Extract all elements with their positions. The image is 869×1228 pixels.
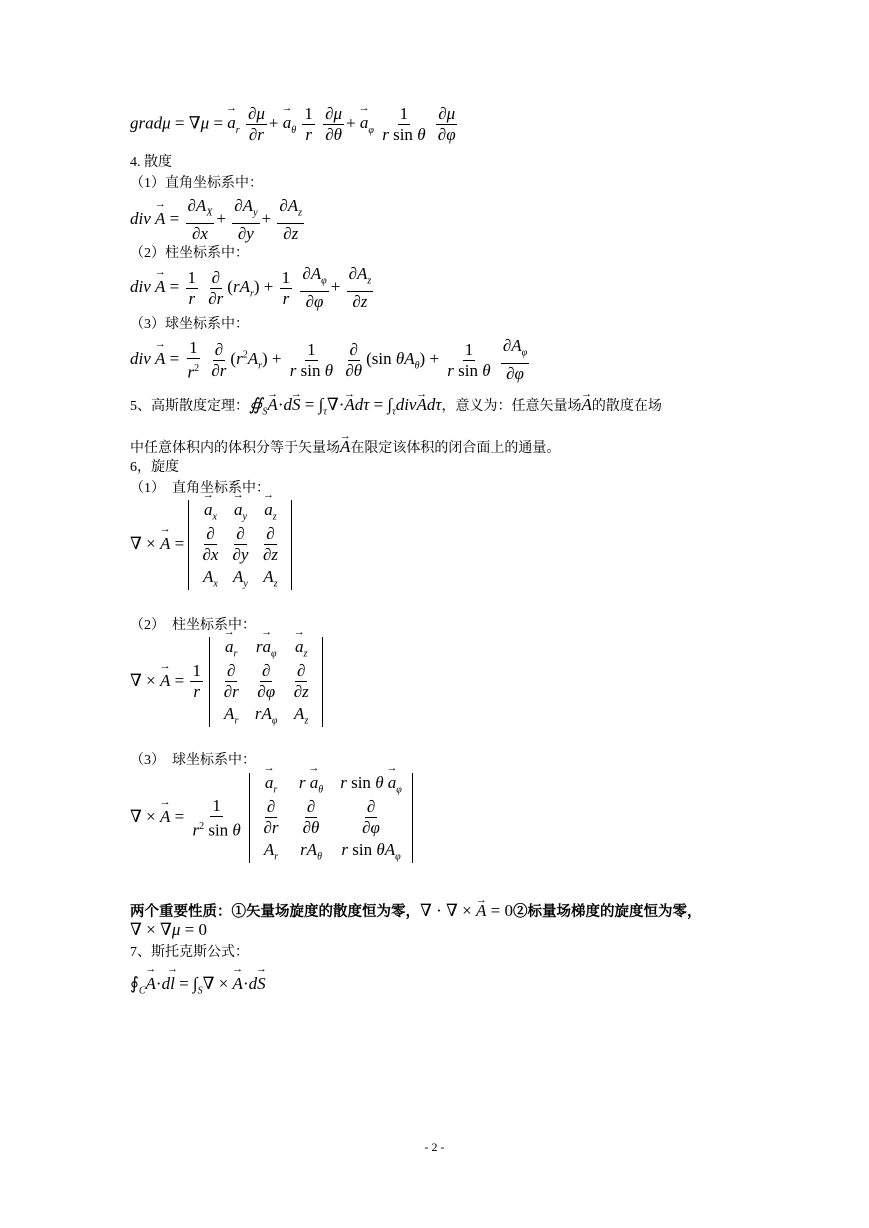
vector-a-symbol-2: → A: [340, 438, 350, 456]
formula-div-spherical: div → A = $\frac{1}{r^2}$ $\frac{\partial}{\partial r}$ $(r^2A_r)$ + $\frac{1}{\text{r sin θ}}$ $\frac{\partial}{\partial\theta}$ (sin $\theta A_\theta$) + $\frac{1}{\text{r sin θ}}$ $\frac{\partial A_\varphi}{\partial\varphi}$: [130, 336, 531, 384]
vector-a-symbol: → A: [581, 396, 591, 414]
formula-curl-grad-zero: ∇ × ∇μ = 0: [130, 920, 207, 939]
important-properties-line: [130, 902, 701, 921]
subheading-cartesian-curl: （1） 直角坐标系中：: [130, 481, 270, 496]
formula-div-curl-zero: ∇ · ∇ × → A = 0: [420, 901, 513, 920]
formula-gauss: $∯_S\to A\cdot d\to S = \int_\tau\nabla\cdot\to Ad\tau = \int_\tau div\to Ad\tau$: [249, 395, 441, 414]
gauss-meaning-text-d: 在限定该体积的闭合面上的通量。: [350, 441, 561, 456]
subheading-cartesian-div: （1）直角坐标系中：: [130, 176, 263, 191]
subheading-cylindrical-div: （2）柱坐标系中：: [130, 246, 249, 261]
formula-stokes: $∮_C\to A\cdot d\to l = \int_S\nabla$ × → A·d→ S: [130, 974, 266, 996]
gauss-meaning-line-2: [130, 438, 560, 458]
subheading-spherical-div: （3）球坐标系中：: [130, 317, 249, 332]
formula-curl-cartesian: ∇ × → A = → $a_x$ → $a_y$ → $a_z$ $\frac{\partial}{\partial x}$ $\frac{\partial}{\partial y}$ $\frac{\partial}{\partial z}$ $A_x$ $A_y$ $A_z$: [130, 500, 292, 590]
formula-div-cartesian: div → A = $\frac{\partial A_X}{\partial x}$ + $\frac{\partial A_y}{\partial y}$ + $\frac{\partial A_z}{\partial z}$: [130, 196, 306, 244]
formula-curl-cylindrical: ∇ × → A = $\frac{1}{r}$ → $a_r$ $r\to a_\varphi$ → $a_z$ $\frac{\partial}{\partial r}$ $\frac{\partial}{\partial\varphi}$ $\frac{\partial}{\partial z}$ $A_r$ $rA_\varphi$ $A_z$: [130, 637, 323, 727]
property-1-text: 两个重要性质：①矢量场旋度的散度恒为零，: [130, 904, 420, 920]
gauss-theorem-line: [130, 396, 662, 421]
subheading-cylindrical-curl: （2） 柱坐标系中：: [130, 618, 256, 633]
gauss-meaning-text-a: ，意义为：任意矢量场: [441, 399, 582, 414]
heading-curl: 6，旋度: [130, 460, 179, 475]
gauss-intro-text: 5、高斯散度定理：: [130, 399, 249, 414]
formula-div-cylindrical: div → A = $\frac{1}{r}$ $\frac{\partial}{\partial r}$ $(rA_r)$ + $\frac{1}{r}$ $\frac{\partial A_\varphi}{\partial\varphi}$ + $\frac{\partial A_z}{\partial z}$: [130, 264, 375, 312]
gauss-meaning-text-c: 中任意体积内的体积分等于矢量场: [130, 441, 340, 456]
formula-grad-spherical: gradμ = ∇μ = → $a_r$ $\frac{\partial\mu}{\partial r}$ + → $a_\theta$ $\frac{1}{r}$ $\frac{\partial\mu}{\partial\theta}$ + → $a_\varphi$ $\frac{1}{\text{r sin θ}}$ $\frac{\partial\mu}{\partial\varphi}$: [130, 104, 460, 145]
heading-divergence: 4. 散度: [130, 155, 172, 170]
page-number: - 2 -: [424, 1140, 445, 1154]
formula-curl-spherical: ∇ × → A = $\frac{1}{r^2 \sin \theta}$ → $a_r$ $r \to a_\theta$ r $\sin \theta \to a_\varphi$ $\frac{\partial}{\partial r}$ $\frac{\partial}{\partial\theta}$ $\frac{\partial}{\partial\varphi}$ $A_r$ $rA_\theta$ r $\sin \theta A_\varphi$: [130, 773, 413, 863]
property-2-text: ②标量场梯度的旋度恒为零，: [512, 904, 702, 920]
gauss-meaning-text-b: 的散度在场: [591, 399, 662, 414]
heading-stokes: 7、斯托克斯公式：: [130, 945, 249, 960]
subheading-spherical-curl: （3） 球坐标系中：: [130, 753, 256, 768]
